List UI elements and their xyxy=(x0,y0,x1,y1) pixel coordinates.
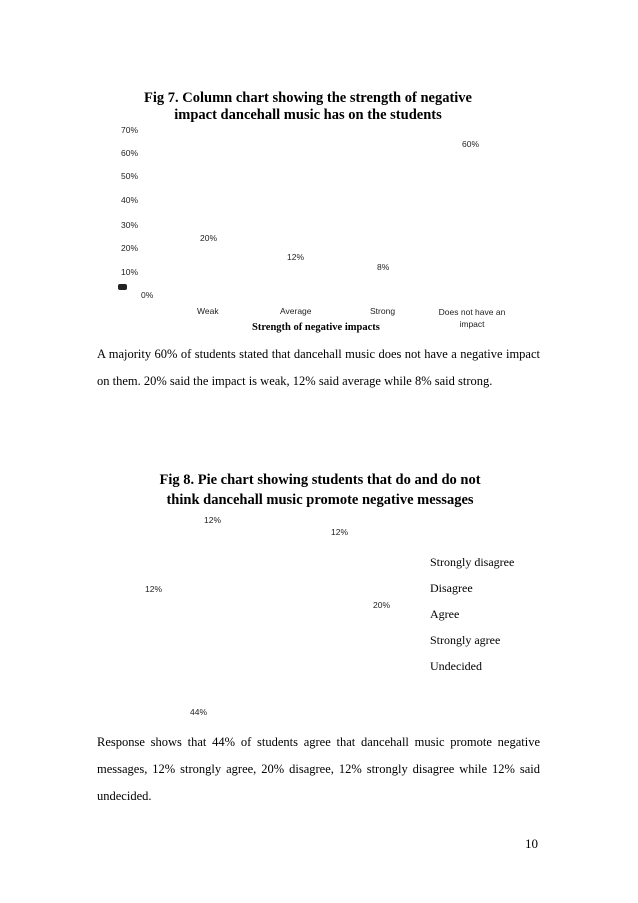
column-chart-xlabel: Strength of negative impacts xyxy=(252,322,380,333)
legend-agree: Agree xyxy=(430,607,460,621)
y-tick-0: 0% xyxy=(141,290,154,300)
paragraph-1 xyxy=(97,341,540,395)
y-tick-30: 30% xyxy=(121,220,139,230)
x-tick-weak: Weak xyxy=(197,306,219,316)
data-label-weak: 20% xyxy=(200,233,218,243)
column-chart-title-line1: Fig 7. Column chart showing the strength of negative xyxy=(144,90,472,106)
pie-chart-title xyxy=(140,470,500,510)
y-tick-20: 20% xyxy=(121,243,139,253)
column-chart-title xyxy=(130,90,486,124)
pie-label-top-left: 12% xyxy=(204,515,222,525)
pie-chart-title-line1: Fig 8. Pie chart showing students that do and do not xyxy=(159,472,481,488)
column-chart-title-line2: impact dancehall music has on the students xyxy=(174,107,442,123)
artifact-mark xyxy=(118,284,127,290)
x-tick-no-impact: Does not have an impact xyxy=(438,307,506,329)
data-label-average: 12% xyxy=(287,252,305,262)
paragraph-1-text: A majority 60% of students stated that dancehall music does not have a negative impact on them. 20% said the impact is weak, 12% said average while 8% said strong. xyxy=(97,347,540,388)
x-tick-strong: Strong xyxy=(370,306,396,316)
page-number: 10 xyxy=(525,836,538,851)
y-tick-40: 40% xyxy=(121,195,139,205)
pie-chart-title-line2: think dancehall music promote negative messages xyxy=(166,492,474,508)
pie-label-right: 20% xyxy=(373,600,391,610)
paragraph-2-text: Response shows that 44% of students agree that dancehall music promote negative messages, 12% strongly agree, 20% disagree, 12% strongly disagree while 12% said undecided. xyxy=(97,735,540,803)
pie-label-bottom: 44% xyxy=(190,707,208,717)
pie-legend xyxy=(430,549,514,679)
data-label-no-impact: 60% xyxy=(462,139,480,149)
y-tick-70: 70% xyxy=(121,125,139,135)
data-label-strong: 8% xyxy=(377,262,390,272)
legend-disagree: Disagree xyxy=(430,581,473,595)
x-tick-average: Average xyxy=(280,306,312,316)
y-tick-50: 50% xyxy=(121,171,139,181)
y-tick-60: 60% xyxy=(121,148,139,158)
legend-undecided: Undecided xyxy=(430,659,482,673)
pie-label-top-right: 12% xyxy=(331,527,349,537)
paragraph-2 xyxy=(97,729,540,810)
legend-strongly-disagree: Strongly disagree xyxy=(430,555,515,569)
pie-label-left: 12% xyxy=(145,584,163,594)
y-tick-10: 10% xyxy=(121,267,139,277)
legend-strongly-agree: Strongly agree xyxy=(430,633,501,647)
